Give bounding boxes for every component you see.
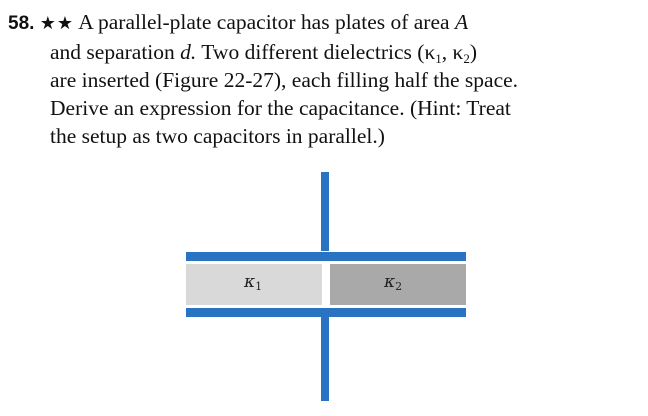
problem-text-2c: , κ [441,40,464,64]
top-plate [186,252,466,261]
top-lead-wire [321,172,329,251]
problem-line-4: Derive an expression for the capacitance. (Hint: Treat [50,96,511,120]
kappa-1-label [244,272,262,292]
problem-line-3: are inserted (Figure 22-27), each filling half the space. [50,68,519,92]
problem-text-2b: Two different dielectrics (κ [201,40,436,64]
problem-line-5: the setup as two capacitors in parallel.) [50,124,385,148]
kappa-2-subscript: 2 [395,280,403,293]
variable-separation: d. [180,40,197,64]
bottom-plate [186,308,466,317]
bottom-lead-wire [321,317,329,401]
subscript-1: 1 [435,51,442,66]
variable-area: A [454,10,469,34]
kappa-1-subscript: 1 [255,280,263,293]
kappa-2-symbol: κ [384,272,396,292]
kappa-1-symbol: κ [244,272,256,292]
problem-text-2d: ) [469,40,478,64]
subscript-2: 2 [463,51,470,66]
dielectric-divider [322,264,330,305]
problem-text-1: A parallel-plate capacitor has plates of area [78,10,450,34]
problem-text-2a: and separation [50,40,175,64]
difficulty-stars: ★★ [39,13,75,34]
kappa-2-label [384,272,402,292]
problem-number: 58. [8,13,35,34]
